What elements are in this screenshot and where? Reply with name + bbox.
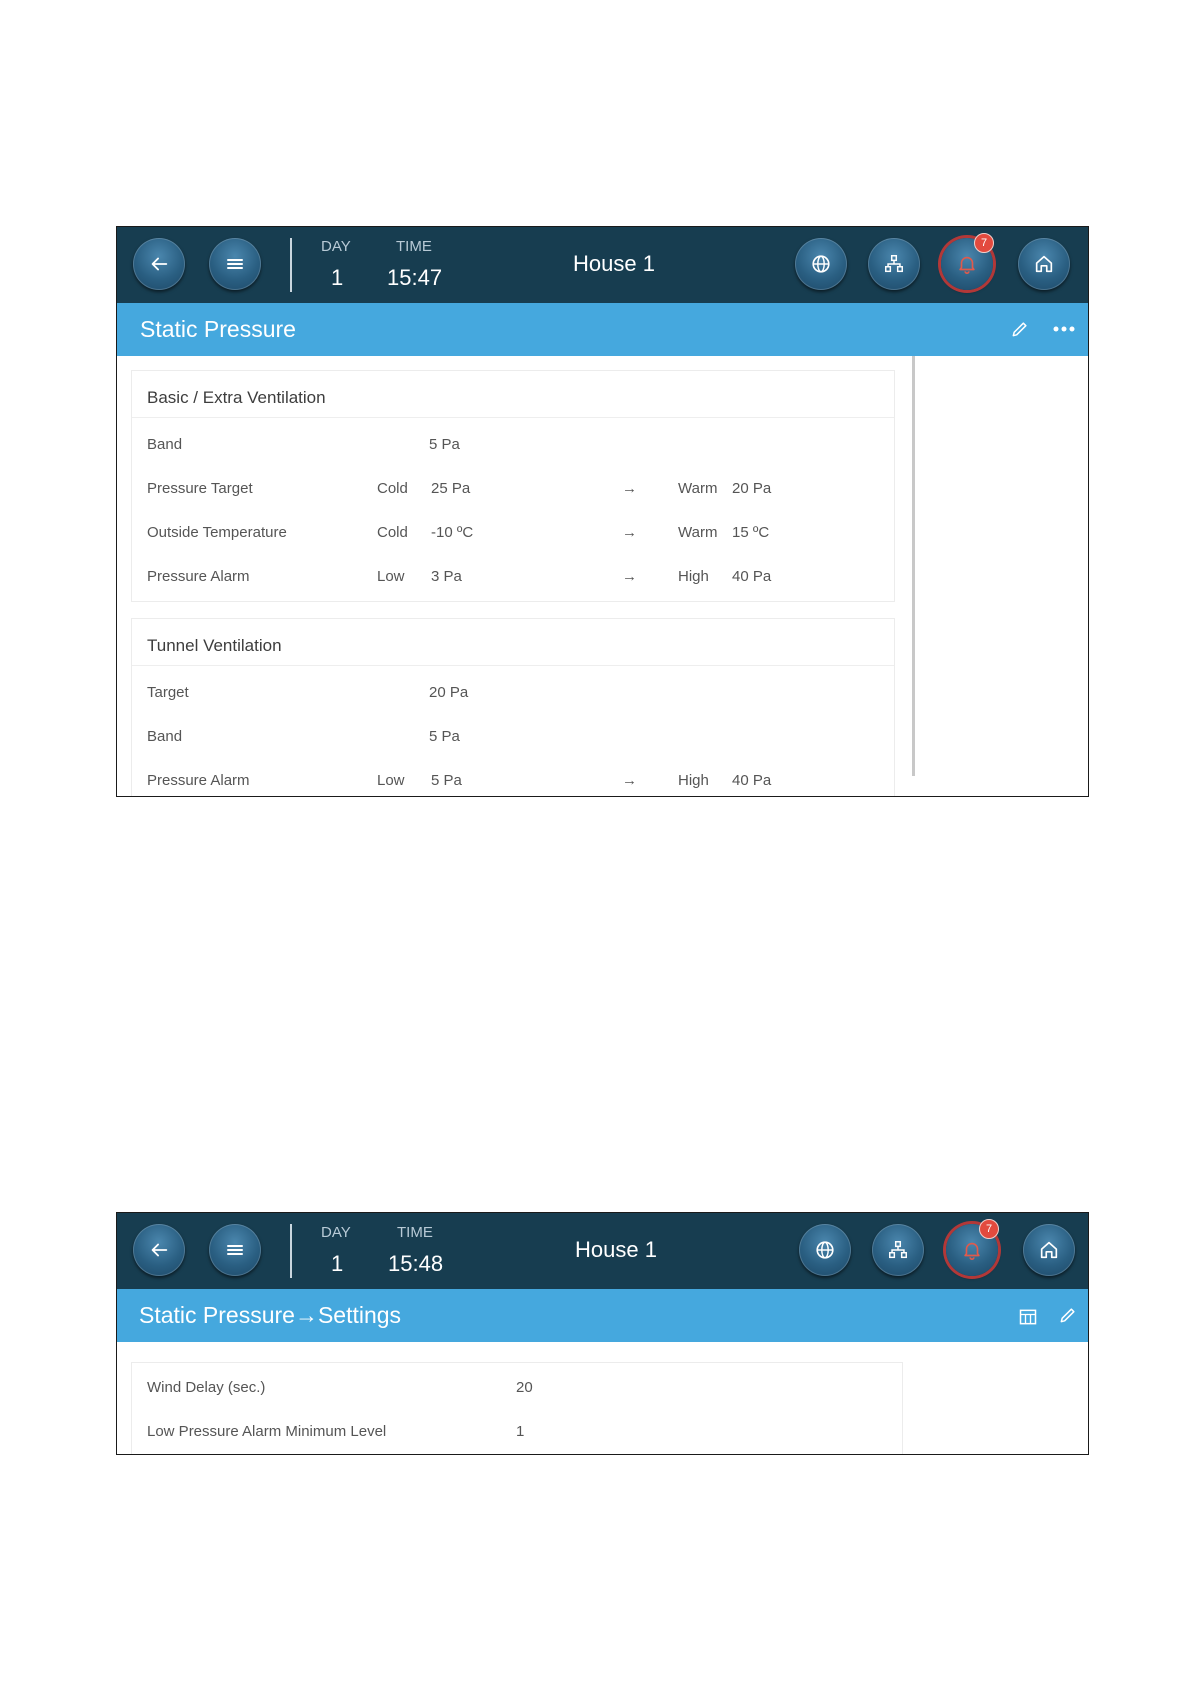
home-icon (1038, 1239, 1060, 1261)
range-arrow: → (622, 568, 637, 585)
target-row[interactable] (132, 684, 894, 708)
page-title-sub: Settings (317, 1302, 402, 1328)
pressure-alarm-label: Pressure Alarm (147, 568, 250, 585)
wind-delay-row[interactable] (132, 1379, 902, 1403)
more-dots-icon[interactable] (1053, 325, 1075, 333)
top-bar (117, 1213, 1088, 1289)
alarm-button[interactable] (946, 1224, 998, 1276)
page-title-main: Static Pressure (139, 1302, 295, 1328)
bell-icon (956, 253, 978, 275)
outside-temperature-label: Outside Temperature (147, 524, 287, 541)
home-icon (1033, 253, 1055, 275)
wind-delay-label: Wind Delay (sec.) (147, 1379, 266, 1396)
time-label: TIME (396, 238, 432, 255)
content-area (117, 1342, 1088, 1454)
network-icon (887, 1239, 909, 1261)
menu-icon (226, 1243, 244, 1257)
alarm-count-badge: 7 (979, 1219, 999, 1239)
globe-icon (814, 1239, 836, 1261)
low-pressure-alarm-row[interactable] (132, 1423, 902, 1447)
basic-ventilation-card (131, 370, 895, 602)
settings-card (131, 1362, 903, 1455)
network-button[interactable] (872, 1224, 924, 1276)
static-pressure-settings-screen (116, 1212, 1089, 1455)
range-arrow: → (622, 480, 637, 497)
card-divider (132, 417, 894, 418)
network-icon (883, 253, 905, 275)
low-label: Low (377, 772, 405, 789)
tunnel-ventilation-title: Tunnel Ventilation (147, 636, 282, 655)
home-button[interactable] (1018, 238, 1070, 290)
tunnel-ventilation-card (131, 618, 895, 797)
pressure-target-label: Pressure Target (147, 480, 253, 497)
back-arrow-icon (148, 1239, 170, 1261)
target-label: Target (147, 684, 189, 701)
globe-button[interactable] (795, 238, 847, 290)
page-title (139, 1302, 401, 1329)
house-name: House 1 (575, 1237, 657, 1262)
low-pressure-alarm-value: 1 (516, 1423, 525, 1440)
band-value: 5 Pa (429, 436, 460, 453)
warm-label: Warm (678, 480, 718, 497)
pressure-target-cold-value: 25 Pa (431, 480, 471, 497)
band-label: Band (147, 436, 183, 453)
target-value: 20 Pa (429, 684, 469, 701)
low-pressure-alarm-label: Low Pressure Alarm Minimum Level (147, 1423, 387, 1440)
pencil-icon[interactable] (1058, 1305, 1078, 1325)
network-button[interactable] (868, 238, 920, 290)
pressure-alarm-row[interactable] (132, 772, 894, 796)
outside-temperature-row[interactable] (132, 524, 894, 548)
alarm-count-badge: 7 (974, 233, 994, 253)
day-label: DAY (321, 1224, 351, 1241)
pressure-target-row[interactable] (132, 480, 894, 504)
pressure-alarm-high-value: 40 Pa (732, 772, 772, 789)
pressure-alarm-label: Pressure Alarm (147, 772, 250, 789)
cold-label: Cold (377, 524, 408, 541)
day-label: DAY (321, 238, 351, 255)
low-label: Low (377, 568, 405, 585)
menu-button[interactable] (209, 1224, 261, 1276)
pressure-target-warm-value: 20 Pa (732, 480, 772, 497)
static-pressure-screen (116, 226, 1089, 797)
range-arrow: → (622, 772, 637, 789)
cold-label: Cold (377, 480, 408, 497)
back-arrow-icon (148, 253, 170, 275)
card-divider (132, 665, 894, 666)
pressure-alarm-low-value: 5 Pa (431, 772, 462, 789)
home-button[interactable] (1023, 1224, 1075, 1276)
band-label: Band (147, 728, 183, 745)
pressure-alarm-low-value: 3 Pa (431, 568, 462, 585)
title-bar (117, 1289, 1088, 1342)
basic-ventilation-title: Basic / Extra Ventilation (147, 388, 326, 407)
outside-temperature-cold-value: -10 ºC (431, 524, 474, 541)
globe-icon (810, 253, 832, 275)
content-area (117, 356, 1088, 796)
house-name: House 1 (573, 251, 655, 276)
bell-icon (961, 1239, 983, 1261)
band-row[interactable] (132, 436, 894, 460)
time-value: 15:47 (387, 265, 443, 290)
menu-icon (226, 257, 244, 271)
back-button[interactable] (133, 238, 185, 290)
warm-label: Warm (678, 524, 718, 541)
pressure-alarm-row[interactable] (132, 568, 894, 592)
wind-delay-value: 20 (516, 1379, 533, 1396)
page-title: Static Pressure (140, 316, 296, 342)
pencil-icon[interactable] (1010, 319, 1030, 339)
outside-temperature-warm-value: 15 ºC (732, 524, 770, 541)
band-value: 5 Pa (429, 728, 460, 745)
scrollbar[interactable] (912, 356, 915, 776)
high-label: High (678, 772, 709, 789)
header-divider (290, 238, 292, 292)
time-value: 15:48 (388, 1251, 444, 1276)
time-label: TIME (397, 1224, 433, 1241)
day-value: 1 (331, 265, 344, 290)
top-bar (117, 227, 1088, 303)
breadcrumb-arrow: → (294, 1302, 318, 1328)
range-arrow: → (622, 524, 637, 541)
alarm-button[interactable] (941, 238, 993, 290)
high-label: High (678, 568, 709, 585)
title-bar (117, 303, 1088, 356)
globe-button[interactable] (799, 1224, 851, 1276)
day-value: 1 (331, 1251, 344, 1276)
band-row[interactable] (132, 728, 894, 752)
pressure-alarm-high-value: 40 Pa (732, 568, 772, 585)
menu-button[interactable] (209, 238, 261, 290)
table-icon[interactable] (1018, 1307, 1038, 1327)
header-divider (290, 1224, 292, 1278)
back-button[interactable] (133, 1224, 185, 1276)
